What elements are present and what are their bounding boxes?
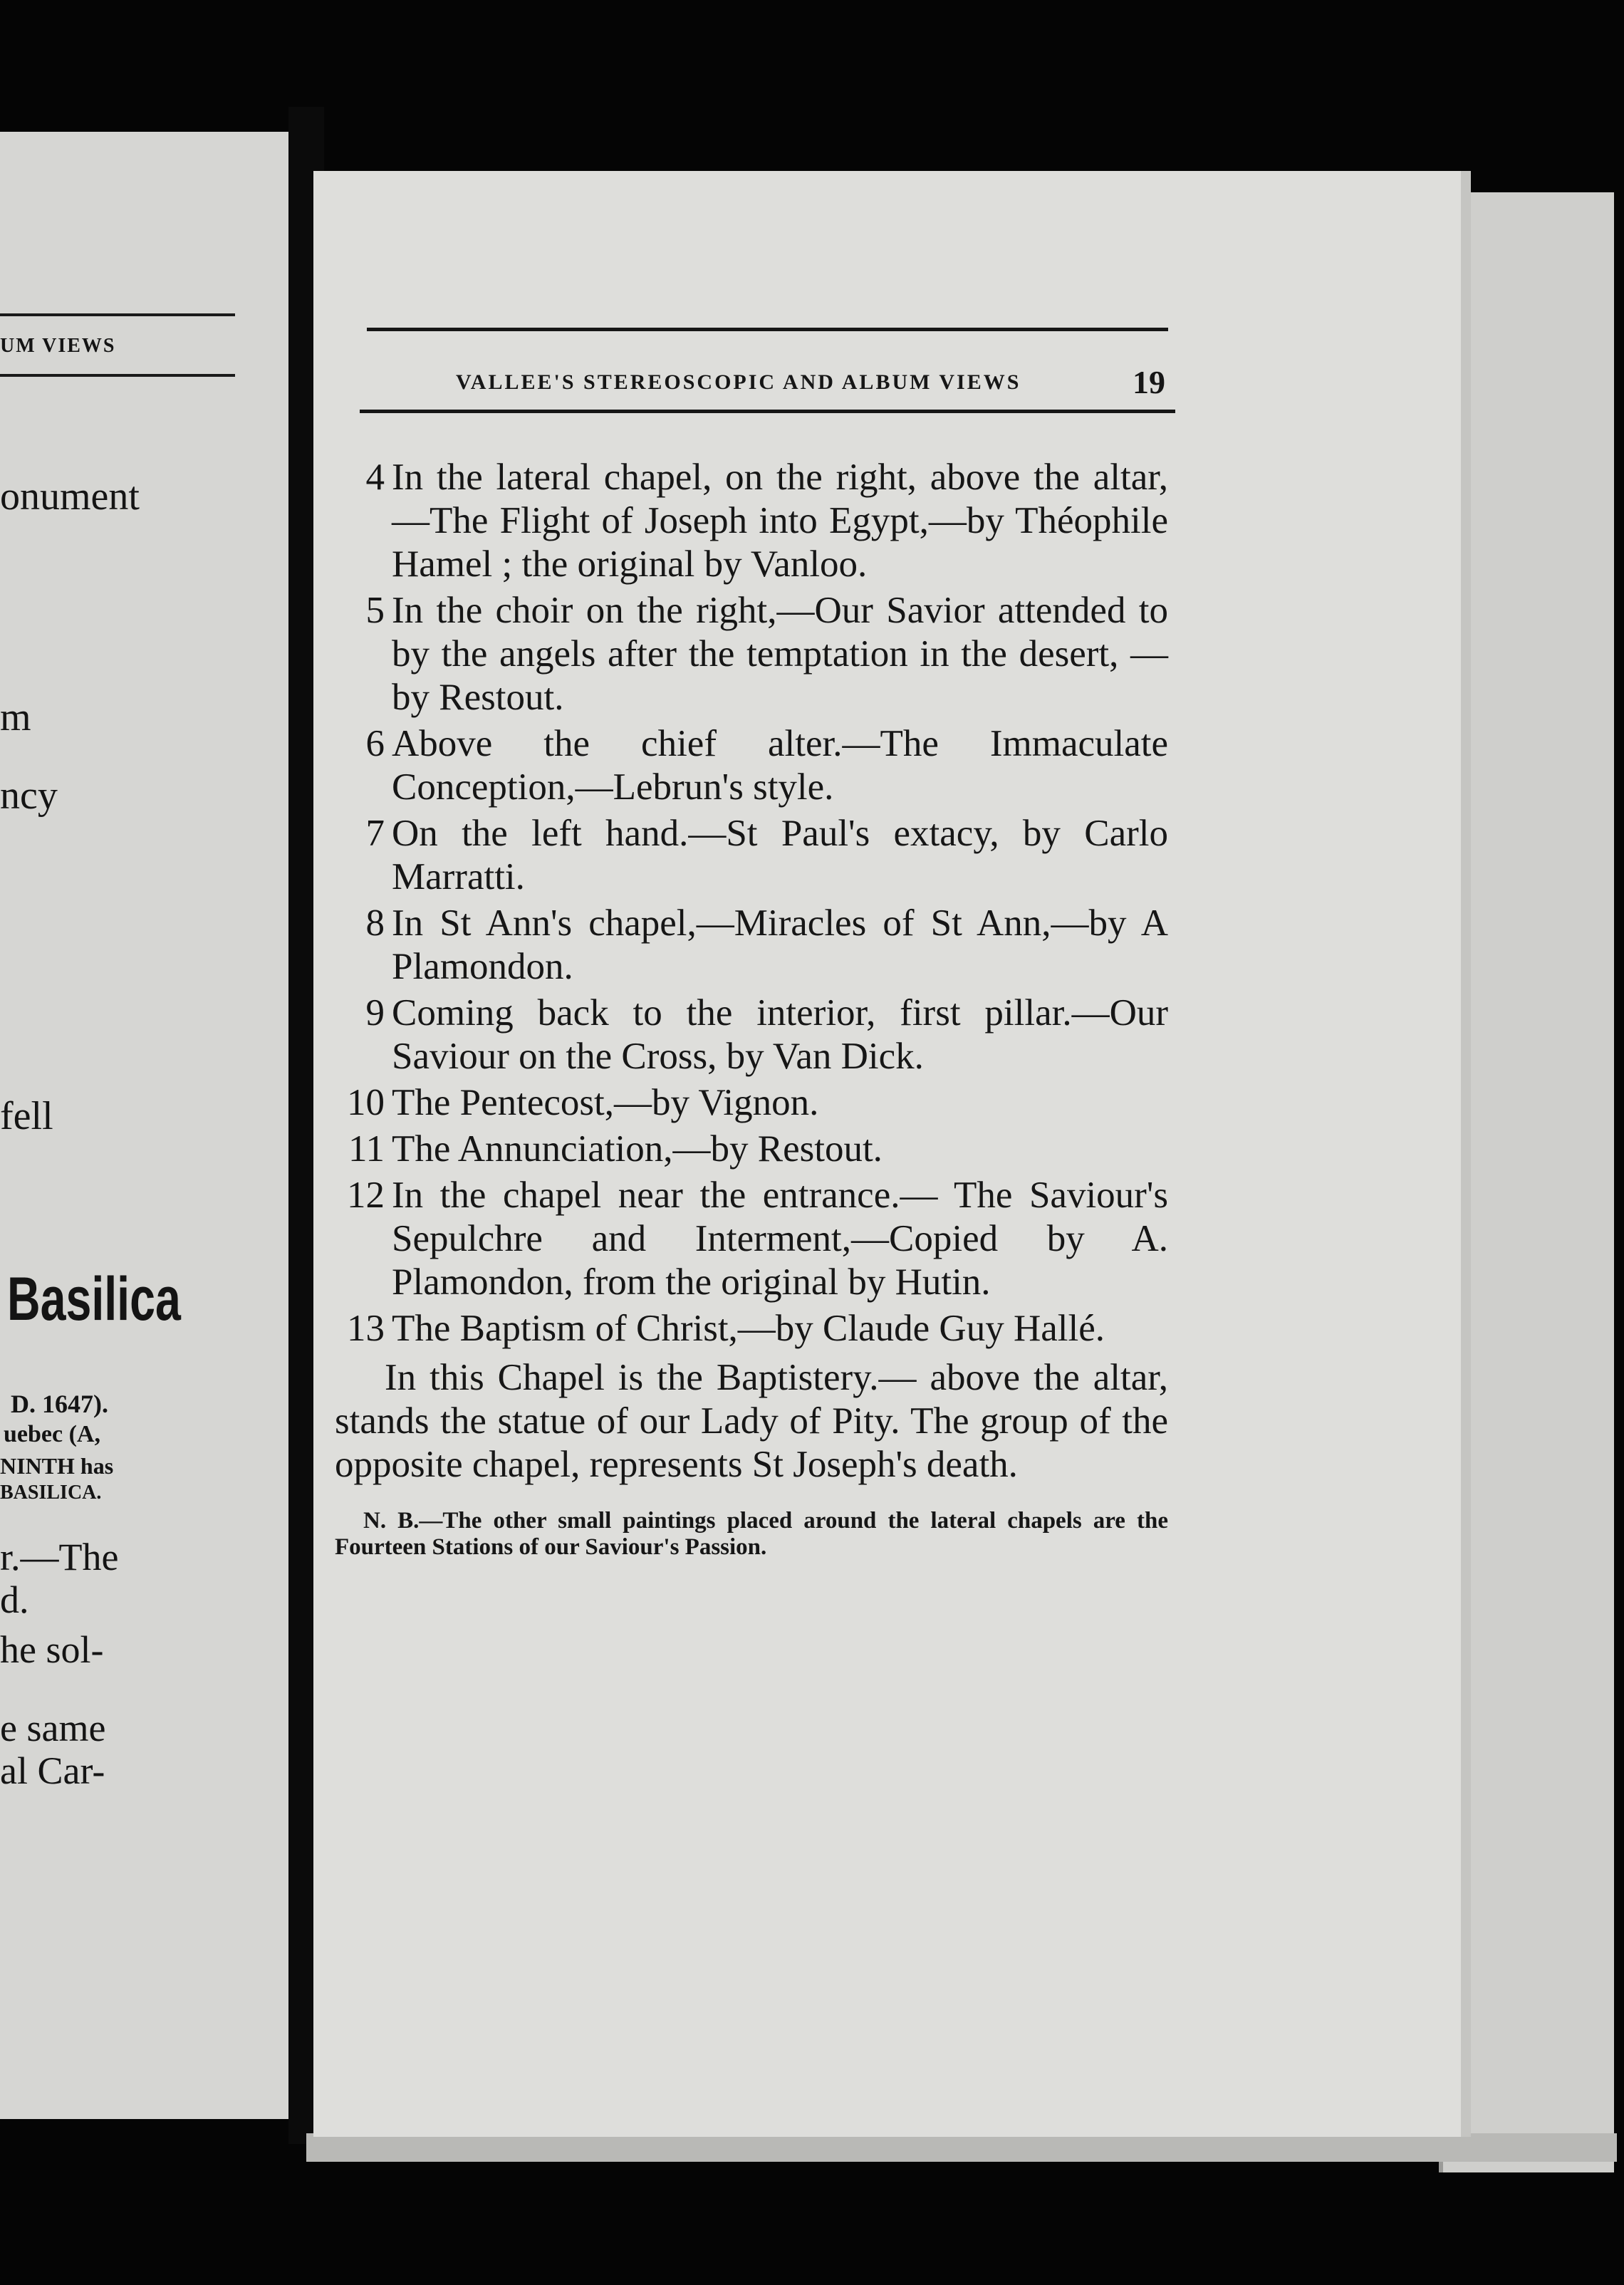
left-small-line-3: NINTH has (0, 1453, 114, 1479)
entry-text: The Annunciation,—by Restout. (392, 1128, 883, 1170)
left-heading: Basilica (7, 1265, 181, 1333)
entry-text: In the lateral chapel, on the right, above the altar,—The Flight of Joseph into Egypt,—by Théophile Hamel ; the original by Vanloo. (392, 457, 1168, 585)
list-item (335, 1128, 1168, 1171)
list-item (335, 812, 1168, 899)
page-number: 19 (1133, 364, 1165, 400)
left-fragment-3: ncy (0, 774, 58, 818)
entry-number: 8 (365, 902, 385, 944)
list-item (335, 902, 1168, 989)
entry-number: 4 (365, 457, 385, 498)
entry-text: In the chapel near the entrance.— The Saviour's Sepulchre and Interment,—Copied by A. Plamondon, from the original by Hutin. (392, 1175, 1168, 1303)
list-item (335, 1081, 1168, 1125)
list-item (335, 1307, 1168, 1350)
left-tail-line-3: he sol- (0, 1628, 104, 1671)
entry-number: 7 (365, 813, 385, 854)
left-fragment-4: fell (0, 1094, 53, 1138)
entry-text: In St Ann's chapel,—Miracles of St Ann,—by A Plamondon. (392, 902, 1168, 987)
entry-text: The Pentecost,—by Vignon. (392, 1082, 819, 1123)
left-fragment-2: m (0, 695, 31, 739)
list-item (335, 722, 1168, 809)
entry-number: 12 (347, 1175, 385, 1216)
left-header-rule-top (0, 313, 235, 316)
left-tail-line-1: r.—The (0, 1536, 119, 1578)
entry-number: 5 (365, 590, 385, 631)
list-item (335, 991, 1168, 1078)
left-facing-page (0, 132, 299, 2119)
running-head: VALLEE'S STEREOSCOPIC AND ALBUM VIEWS (456, 370, 1021, 394)
left-small-line-2: uebec (A, (4, 1421, 100, 1447)
list-item (335, 1174, 1168, 1304)
entry-number: 6 (365, 723, 385, 764)
entry-text: In the choir on the right,—Our Savior attended to by the angels after the temptation in the desert, —by Restout. (392, 590, 1168, 718)
left-running-head: UM VIEWS (0, 335, 116, 357)
entry-number: 9 (365, 992, 385, 1034)
entry-number: 13 (347, 1308, 385, 1349)
entry-text: Coming back to the interior, first pillar.—Our Saviour on the Cross, by Van Dick. (392, 992, 1168, 1077)
left-tail-line-2: d. (0, 1578, 29, 1621)
entry-text: On the left hand.—St Paul's extacy, by Carlo Marratti. (392, 813, 1168, 897)
left-small-line-1: D. 1647). (11, 1390, 108, 1418)
page-edge-bottom (306, 2133, 1617, 2162)
left-tail-line-5: al Car- (0, 1749, 105, 1792)
left-tail-line-4: e same (0, 1707, 106, 1749)
header-rule-bottom (360, 410, 1175, 413)
entry-number: 10 (347, 1082, 385, 1123)
left-header-rule-bottom (0, 374, 235, 377)
list-item (335, 589, 1168, 719)
entry-number: 11 (348, 1128, 385, 1170)
baptistery-paragraph: In this Chapel is the Baptistery.— above the altar, stands the statue of our Lady of Pity. The group of the opposite chapel, represents St Joseph's death. (335, 1357, 1168, 1485)
footnote: N. B.—The other small paintings placed around the lateral chapels are the Fourteen Stations of our Saviour's Passion. (335, 1508, 1168, 1560)
entry-text: The Baptism of Christ,—by Claude Guy Hallé. (392, 1308, 1105, 1349)
left-fragment-1: onument (0, 474, 140, 519)
page-body (335, 456, 1168, 1561)
header-rule-top (367, 328, 1168, 331)
left-small-line-4: BASILICA. (0, 1482, 102, 1504)
list-item (335, 456, 1168, 586)
entry-text: Above the chief alter.—The Immaculate Conception,—Lebrun's style. (392, 723, 1168, 808)
